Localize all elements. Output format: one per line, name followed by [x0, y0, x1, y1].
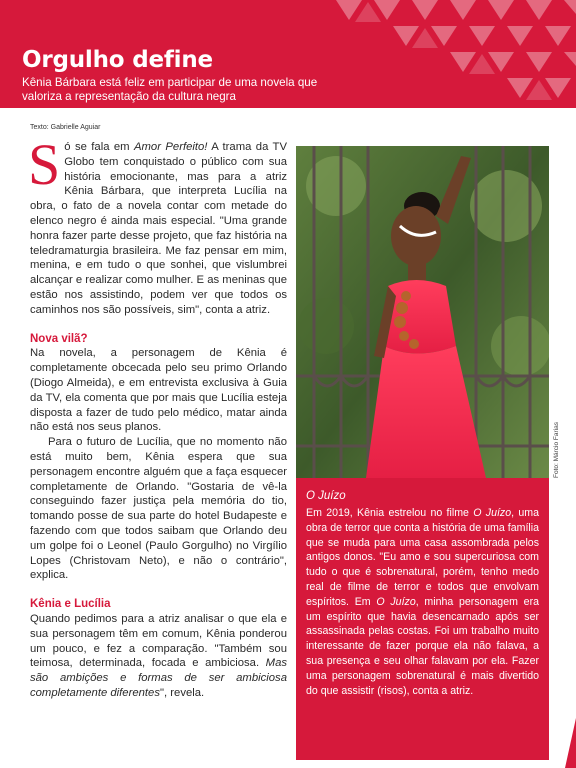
article-paragraph-2: Na novela, a personagem de Kênia é completamente obcecada pelo seu primo Orlando (Diogo Almeida), e em entrevista exclusiva à Guia da TV, ela comenta que por mais que Lucília esteja disposta a fazer de tudo pelo médico, matar ainda não está nos seus planos. — [30, 347, 287, 434]
paragraph-text: Quando pedimos para a atriz analisar o que ela e sua personagem têm em comum, Kênia ponderou um pouco, e fez a comparação. "Também sou teimosa, determinada, focada e ambiciosa. — [30, 612, 287, 670]
page-header — [0, 0, 576, 108]
paragraph-text: ", revela. — [160, 686, 205, 699]
sidebar-text-part: Em 2019, Kênia estrelou no filme — [306, 507, 474, 519]
sidebar-text-part: , uma obra de terror que conta a história de uma família que se muda para uma casa assombrada pelos antigos donos. "Eu amo e sou supercuriosa com tudo o que é sobrenatural, porém, tenho medo real de filme de terror e todos que envolvam espíritos. Em — [306, 507, 539, 608]
sidebar-title: O Juízo — [306, 490, 346, 502]
show-title: Amor Perfeito! — [133, 141, 208, 153]
film-title: O Juízo — [473, 507, 512, 519]
photo-credit: Foto: Márcio Farias — [553, 422, 560, 478]
film-title: O Juízo — [376, 595, 416, 608]
sidebar-box — [296, 478, 549, 760]
sidebar-text-part: , minha personagem era um espírito que havia desencarnado após ser assassinada pelas costas. Foi um trabalho muito interessante de fazer porque ela não falava, a sua presença e seu olhar falavam por ela. Fazer uma personagem sobrenatural é mais divertido do que assistir (risos), conta a atriz. — [306, 595, 539, 697]
drop-cap: S — [28, 132, 61, 197]
article-paragraph-4 — [30, 612, 287, 701]
article-body — [28, 132, 287, 701]
text-credit: Texto: Gabrielle Aguiar — [30, 124, 101, 131]
article-paragraph-1 — [28, 132, 287, 318]
paragraph-text: A trama da TV Globo tem conquistado o público com sua história emocionante, mas para a atriz Kênia Bárbara, que interpreta Lucília na obra, o fato de a novela contar com metade do elenco negro é ainda mais especial. "Uma grande honra fazer parte desse projeto, que faz história na teledramaturgia brasileira. Me faz pensar em mim, menina, e em tudo o que sonhei, que vislumbrei alcançar e realizar como mulher. E as meninas que estão nos assistindo, podem ver que todos os caminhos nos são possíveis, sim", conta a atriz. — [30, 141, 287, 316]
corner-decoration — [565, 718, 576, 768]
paragraph-text: ó se fala em — [64, 141, 134, 153]
quote-emphasis: Mas são ambições e formas de ser ambiciosa completamente diferentes — [30, 657, 287, 699]
article-paragraph-3: Para o futuro de Lucília, que no momento não está muito bem, Kênia espera que sua personagem encontre alguém que a faça esquecer completamente de Orlando. "Gostaria de vê-la conseguindo fazer justiça pela memória do tio, tomando posse de sua parte do hotel Budapeste e fazendo com que todos saibam que Orlando deu um golpe foi o Leonel (Paulo Gorgulho) no Virgílio Lopes (Christovam Neto), e não o contrário", explica. — [30, 436, 287, 582]
subhead-nova-vila: Nova vilã? — [30, 332, 88, 345]
page-subtitle: Kênia Bárbara está feliz em participar de uma novela que valoriza a representação da cultura negra — [22, 76, 318, 103]
triangle-pattern — [326, 0, 576, 108]
actress-photo — [296, 146, 549, 478]
page-title: Orgulho define — [22, 47, 213, 73]
subhead-kenia-e-lucilia: Kênia e Lucília — [30, 598, 111, 611]
sidebar-text — [306, 506, 539, 698]
